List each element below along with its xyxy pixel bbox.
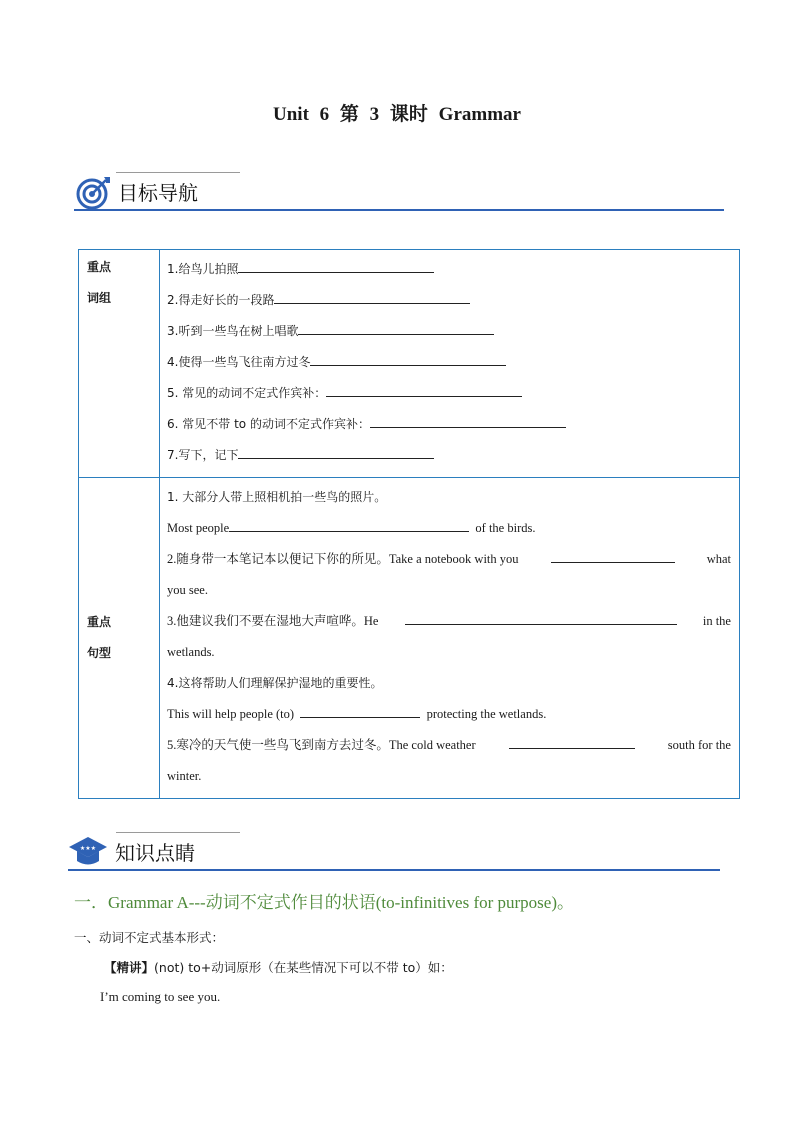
phrase-item: 4.使得一些鸟飞往南方过冬 — [167, 355, 311, 369]
answer-blank[interactable] — [274, 292, 470, 304]
svg-text:★★★: ★★★ — [79, 846, 97, 852]
sentence-text: Most people — [167, 521, 230, 535]
knowledge-heading: 一．Grammar A---动词不定式作目的状语(to-infinitives for purpose)。 — [74, 893, 574, 912]
answer-blank[interactable] — [300, 706, 420, 718]
row-header-line: 句型 — [87, 646, 112, 660]
section-label-goals: 目标导航 — [118, 181, 198, 205]
answer-blank[interactable] — [370, 416, 566, 428]
answer-blank[interactable] — [298, 323, 494, 335]
knowledge-subheading: 一、动词不定式基本形式： — [74, 930, 225, 945]
section-header-goals — [74, 172, 724, 212]
answer-blank[interactable] — [551, 551, 675, 563]
answer-blank[interactable] — [405, 613, 677, 625]
graduation-cap-icon — [68, 835, 108, 871]
table-row-phrases — [79, 250, 740, 478]
sentence-text: 3.他建议我们不要在湿地大声喧哗。He — [167, 614, 379, 628]
answer-blank[interactable] — [238, 261, 434, 273]
phrase-item: 5. 常见的动词不定式作宾补： — [167, 386, 327, 400]
row-header-line: 词组 — [87, 291, 112, 305]
row-header-line: 重点 — [87, 260, 112, 274]
sentence-text: you see. — [167, 583, 208, 597]
phrase-item: 1.给鸟儿拍照 — [167, 262, 239, 276]
row-header-line: 重点 — [87, 615, 112, 629]
sentence-text: what — [706, 552, 731, 566]
sentence-cn: 1. 大部分人带上照相机拍一些鸟的照片。 — [167, 490, 387, 504]
section-rule — [74, 209, 724, 211]
row-header-phrases — [79, 250, 160, 478]
explanation-tag: 【精讲】 — [104, 960, 155, 975]
answer-blank[interactable] — [326, 385, 522, 397]
row-header-sentences — [79, 478, 160, 799]
sentence-text: south for the — [667, 738, 731, 752]
goals-table — [78, 249, 740, 799]
explanation-line — [104, 958, 453, 976]
sentence-text: in the — [702, 614, 731, 628]
header-top-line — [116, 832, 240, 833]
phrase-item: 2.得走好长的一段路 — [167, 293, 275, 307]
answer-blank[interactable] — [310, 354, 506, 366]
sentence-text: of the birds. — [475, 521, 536, 535]
sentence-text: protecting the wetlands. — [426, 707, 547, 721]
sentence-text: This will help people (to) — [167, 707, 295, 721]
sentence-cn: 4.这将帮助人们理解保护湿地的重要性。 — [167, 676, 383, 690]
sentence-text: wetlands. — [167, 645, 215, 659]
sentences-cell — [160, 478, 740, 799]
section-rule — [68, 869, 720, 871]
section-label-knowledge: 知识点睛 — [115, 841, 195, 865]
phrase-item: 3.听到一些鸟在树上唱歌 — [167, 324, 299, 338]
header-top-line — [116, 172, 240, 173]
answer-blank[interactable] — [509, 737, 635, 749]
answer-blank[interactable] — [229, 520, 469, 532]
explanation-text: (not) to+动词原形（在某些情况下可以不带 to）如： — [154, 960, 453, 975]
phrase-item: 6. 常见不带 to 的动词不定式作宾补： — [167, 417, 370, 431]
phrases-cell — [160, 250, 740, 478]
sentence-text: 5.寒冷的天气使一些鸟飞到南方去过冬。The cold weather — [167, 738, 476, 752]
sentence-text: winter. — [167, 769, 202, 783]
sentence-text: 2.随身带一本笔记本以便记下你的所见。Take a notebook with you — [167, 552, 519, 566]
answer-blank[interactable] — [238, 447, 434, 459]
page-title: Unit 6 第 3 课时 Grammar — [273, 104, 521, 125]
section-header-knowledge — [68, 832, 720, 872]
example-sentence: I’m coming to see you. — [100, 989, 221, 1004]
table-row-sentences — [79, 478, 740, 799]
phrase-item: 7.写下，记下 — [167, 448, 239, 462]
target-icon — [74, 175, 112, 211]
